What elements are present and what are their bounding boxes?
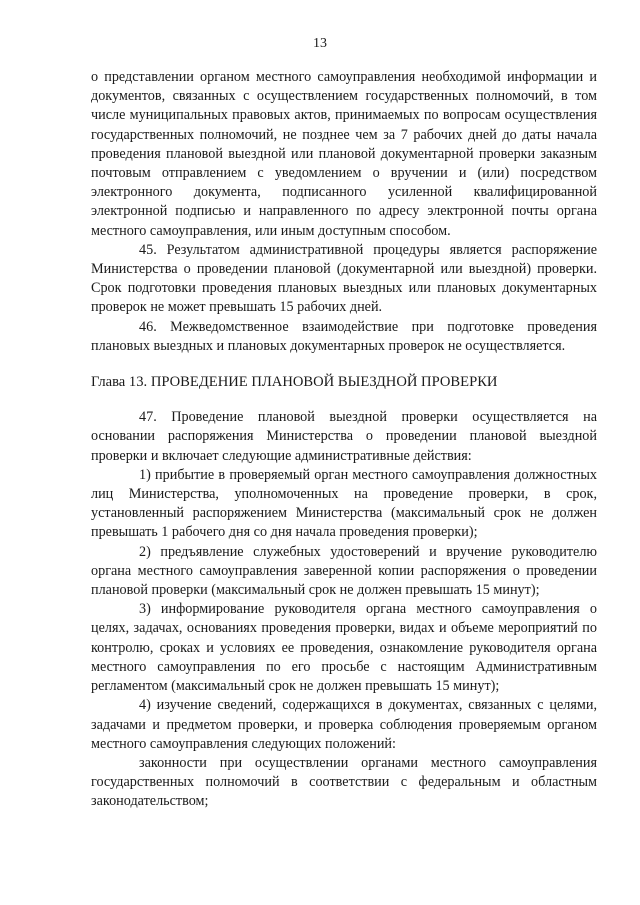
list-item-2: 2) предъявление служебных удостоверений и вручение руководителю органа местного самоуправления заверенной копии распоряжения о проведении плановой проверки (максимальный срок не должен превышать 15 минут); xyxy=(91,543,597,599)
chapter-heading: Глава 13. ПРОВЕДЕНИЕ ПЛАНОВОЙ ВЫЕЗДНОЙ ПРОВЕРКИ xyxy=(91,374,498,391)
paragraph-47: 47. Проведение плановой выездной проверки осуществляется на основании распоряжения Министерства о проведении плановой выездной проверки и включает следующие административные действия: xyxy=(91,409,597,464)
paragraph-46: 46. Межведомственное взаимодействие при подготовке проведения плановых выездных и плановых документарных проверок не осуществляется. xyxy=(91,318,597,354)
list-item-4-provision: законности при осуществлении органами местного самоуправления государственных полномочий в соответствии с федеральным и областным законодательством; xyxy=(91,754,597,810)
document-body xyxy=(91,68,597,812)
list-item-3: 3) информирование руководителя органа местного самоуправления о целях, задачах, основаниях проведения проверки, видах и объеме мероприятий по контролю, сроках и условиях ее проведения, ознакомление руководителя органа местного самоуправления по его просьбе с настоящим Административным регламентом (максимальный срок не должен превышать 15 минут); xyxy=(91,601,597,695)
paragraph-continuation: о представлении органом местного самоуправления необходимой информации и документов, связанных с осуществлением государственных полномочий, в том числе муниципальных правовых актов, принимаемых по вопросам осуществления государственных полномочий, не позднее чем за 7 рабочих дней до даты начала проведения плановой выездной или плановой документарной проверки заказным почтовым отправлением с уведомлением о вручении и (или) посредством электронного документа, подписанного усиленной квалифицированной электронной подписью и направленного по адресу электронной почты органа местного самоуправления, или иным доступным способом. xyxy=(91,69,597,239)
paragraph-45: 45. Результатом административной процедуры является распоряжение Министерства о проведении плановой (документарной или выездной) проверки. Срок подготовки проведения плановых выездных или плановых документарных проверок не может превышать 15 рабочих дней. xyxy=(91,241,597,316)
page-number: 13 xyxy=(313,36,327,51)
list-item-1: 1) прибытие в проверяемый орган местного самоуправления должностных лиц Министерства, уполномоченных на проведение проверки, в срок, установленный распоряжением Министерства (максимальный срок не должен превышать 1 рабочего дня со дня начала проведения проверки); xyxy=(91,466,597,541)
list-item-4: 4) изучение сведений, содержащихся в документах, связанных с целями, задачами и предметом проверки, и проверка соблюдения проверяемым органом местного самоуправления следующих положений: xyxy=(91,697,597,752)
